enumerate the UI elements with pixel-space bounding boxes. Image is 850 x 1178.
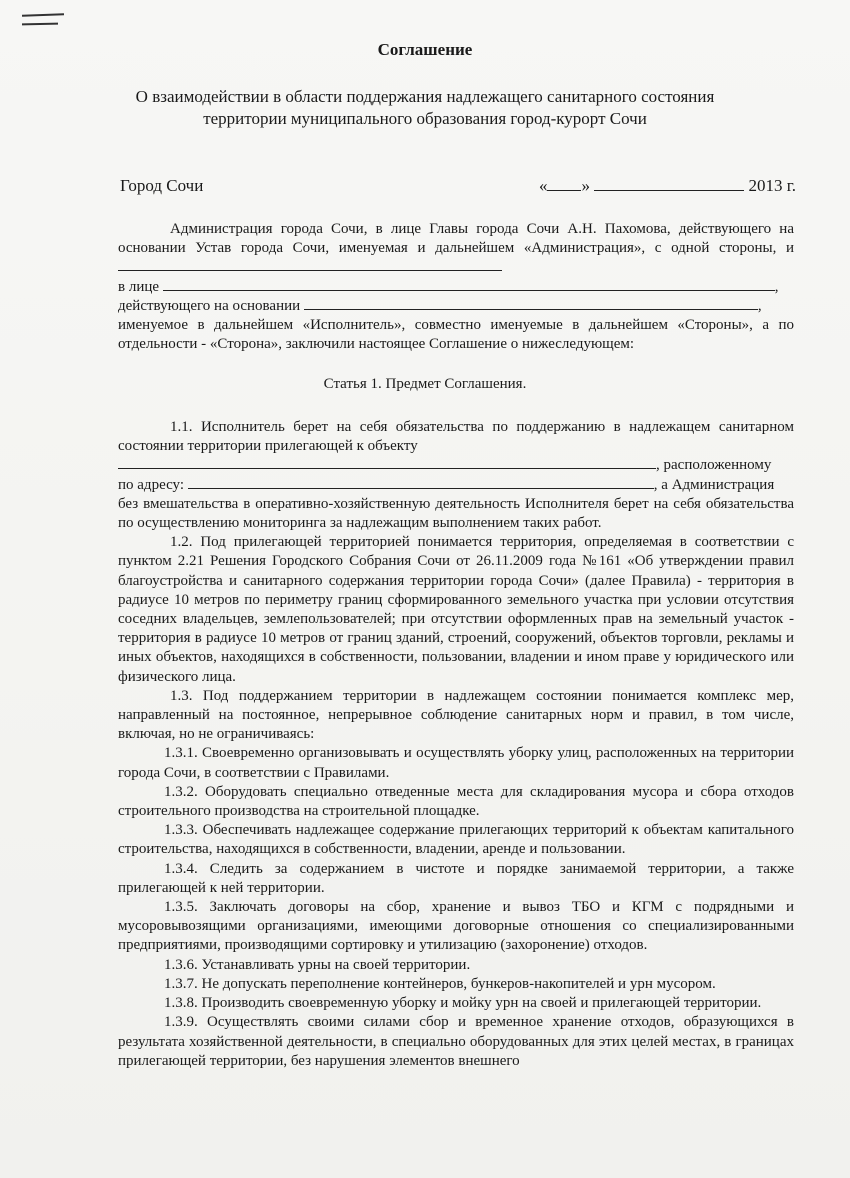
clause-1-3-4: 1.3.4. Следить за содержанием в чистоте и порядке занимаемой территории, а также прилегающей к ней территории. [118,860,794,896]
document-title: Соглашение [377,40,473,59]
clause-1-1-end: без вмешательства в оперативно-хозяйственную деятельность Исполнителя берет на себя обязательства по осуществлению мониторинга за надлежащим выполнением таких работ. [118,495,794,532]
city-name: Город Сочи [120,176,204,195]
acting-basis-label: действующего на основании [118,297,301,314]
clause-1-3-9: 1.3.9. Осуществлять своими силами сбор и временное хранение отходов, образующихся в результата хозяйственной деятельности, в специально оборудованных для этих целей местах, в границах прилегающей территории, без нарушения элементов внешнего [118,1014,794,1069]
pen-marks [22,14,64,32]
clause-1-1-address-line [118,476,794,495]
date-quote-open: « [538,176,548,195]
administration-label: , а Администрация [653,476,775,493]
clause-1-2: 1.2. Под прилегающей территорией понимается территория, определяемая в соответствии с пунктом 2.21 Решения Городского Собрания Сочи от 26.11.2009 года №161 «Об утверждении правил благоустройства и санитарного содержания территории города Сочи» (далее Правила) - территория в радиусе 10 метров по периметру границ сформированного земельного участка при условии отсутствия соседних владельцев, землепользователей; при отсутствии оформленных прав на земельный участок - территория в радиусе 10 метров от границ зданий, строений, сооружений, объектов торговли, рекламы и иных объектов, находящихся в собственности, пользовании, владении и ином праве у юридического или физического лица. [118,534,794,685]
intro-text: Администрация города Сочи, в лице Главы города Сочи А.Н. Пахомова, действующего на основании Устав города Сочи, именуемая и дальнейшем «Администрация», с одной стороны, и [118,221,794,257]
subtitle-line-2: территории муниципального образования город-курорт Сочи [203,109,647,128]
day-blank [547,178,581,191]
date-year: 2013 г. [748,176,796,195]
in-person-label: в лице [118,278,160,295]
in-person-blank [163,278,775,291]
article-heading: Статья 1. Предмет Соглашения. [323,376,527,392]
clause-1-3-8: 1.3.8. Производить своевременную уборку и мойку урн на своей и прилегающей территории. [164,995,762,1012]
intro-paragraph [118,220,794,278]
article-1-body [118,418,794,1071]
month-blank [594,178,744,191]
address-label: по адресу: [118,476,185,493]
agreement-date [539,176,796,196]
clause-1-1 [118,418,794,456]
object-blank [118,456,656,469]
address-blank [188,476,654,489]
executor-name-blank [118,258,502,271]
document-subtitle [100,86,750,130]
acting-basis-line: действующего на основании , [118,297,762,314]
acting-basis-blank [304,297,758,310]
date-quote-close: » [581,176,590,195]
located-label: , расположенному [656,457,772,474]
intro-paragraph-2: именуемое в дальнейшем «Исполнитель», совместно именуемые в дальнейшем «Стороны», а по отдельности - «Сторона», заключили настоящее Соглашение о нижеследующем: [118,317,794,353]
clause-1-3-1: 1.3.1. Своевременно организовывать и осуществлять уборку улиц, расположенных на территории города Сочи, в соответствии с Правилами. [118,745,794,781]
clause-1-3-6: 1.3.6. Устанавливать урны на своей территории. [164,956,471,973]
clause-1-1-text: 1.1. Исполнитель берет на себя обязательства по поддержанию в надлежащем санитарном состоянии территории прилегающей к объекту [118,419,794,455]
clause-1-3: 1.3. Под поддержанием территории в надлежащем состоянии понимается комплекс мер, направленный на постоянное, непрерывное соблюдение санитарных норм и правил, в том числе, включая, но не ограничиваясь: [118,687,794,743]
city-date-line [120,176,796,198]
subtitle-line-1: О взаимодействии в области поддержания надлежащего санитарного состояния [135,87,715,106]
in-person-line: в лице , [118,278,779,295]
clause-1-3-7: 1.3.7. Не допускать переполнение контейнеров, бункеров-накопителей и урн мусором. [164,975,716,992]
clause-1-3-5: 1.3.5. Заключать договоры на сбор, хранение и вывоз ТБО и КГМ с подрядными и мусоровывозящими организациями, имеющими договорные отношения со специализированными предприятиями, производящими сортировку и утилизацию (захоронение) отходов. [118,899,794,954]
clause-1-1-object-line [118,456,794,475]
intro-section [118,220,794,354]
clause-1-3-3: 1.3.3. Обеспечивать надлежащее содержание прилегающих территорий к объектам капитального строительства, находящихся в собственности, владении, аренде и пользовании. [118,822,794,858]
clause-1-3-2: 1.3.2. Оборудовать специально отведенные места для складирования мусора и сбора отходов строительного производства на строительной площадке. [118,783,794,820]
